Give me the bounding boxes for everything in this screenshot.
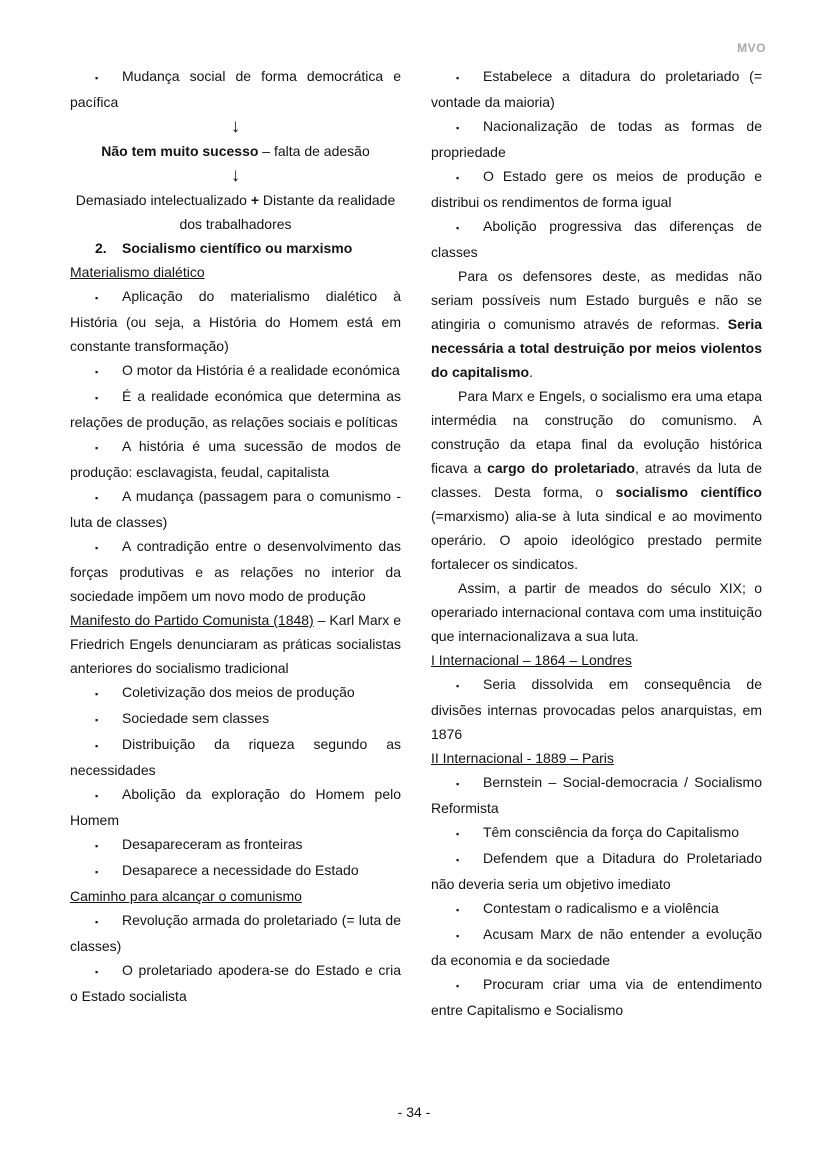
text-segment: Têm consciência da força do Capitalismo: [483, 824, 740, 840]
bullet-item: [70, 680, 401, 706]
text-segment: I Internacional – 1864 – Londres: [431, 652, 632, 668]
header-initials: MVO: [737, 41, 766, 55]
text-segment: Não tem muito sucesso: [101, 143, 259, 159]
text-segment: O proletariado apodera-se do Estado e cria o Estado socialista: [70, 962, 401, 1004]
bullet-item: [70, 908, 401, 958]
bullet-item: [70, 358, 401, 384]
bullet-item: [70, 284, 401, 358]
bullet-item: [70, 706, 401, 732]
centered-note: [70, 139, 401, 163]
text-segment: O Estado gere os meios de produção e distribui os rendimentos de forma igual: [431, 168, 762, 210]
text-segment: É a realidade económica que determina as relações de produção, as relações sociais e políticas: [70, 388, 401, 430]
bullet-item: [431, 64, 762, 114]
bullet-icon: ▪: [456, 829, 460, 839]
paragraph: [431, 384, 762, 576]
bullet-item: [431, 972, 762, 1022]
text-segment: Procuram criar uma via de entendimento entre Capitalismo e Socialismo: [431, 976, 762, 1018]
bullet-icon: ▪: [456, 779, 460, 789]
bullet-item: [70, 64, 401, 114]
text-segment: Defendem que a Ditadura do Proletariado não deveria seria um objetivo imediato: [431, 850, 762, 892]
bullet-item: [431, 214, 762, 264]
text-segment: Seria dissolvida em consequência de divisões internas provocadas pelos anarquistas, em 1876: [431, 676, 762, 742]
bullet-icon: ▪: [456, 981, 460, 991]
text-segment: Sociedade sem classes: [122, 710, 270, 726]
bullet-item: [70, 782, 401, 832]
bullet-item: [70, 832, 401, 858]
section-heading: [70, 236, 401, 260]
text-segment: II Internacional - 1889 – Paris: [431, 750, 614, 766]
text-segment: , através da luta de classes. Desta forma, o: [431, 460, 762, 500]
heading-underlined: [70, 884, 401, 908]
bullet-item: [431, 164, 762, 214]
bullet-item: [70, 958, 401, 1008]
text-segment: Coletivização dos meios de produção: [122, 684, 355, 700]
bullet-icon: ▪: [95, 393, 99, 403]
paragraph: [431, 264, 762, 384]
text-segment: Socialismo científico ou marxismo: [122, 240, 353, 256]
bullet-item: [70, 434, 401, 484]
bullet-icon: ▪: [456, 73, 460, 83]
text-segment: Seria necessária a total destruição por meios violentos do capitalismo: [431, 316, 762, 380]
text-segment: Materialismo dialético: [70, 264, 205, 280]
heading-underlined: [431, 648, 762, 672]
paragraph: [431, 576, 762, 648]
text-segment: Nacionalização de todas as formas de propriedade: [431, 118, 762, 160]
text-segment: Distante da realidade dos trabalhadores: [179, 192, 396, 232]
bullet-icon: ▪: [95, 443, 99, 453]
bullet-icon: ▪: [456, 905, 460, 915]
text-segment: Distribuição da riqueza segundo as necessidades: [70, 736, 401, 778]
text-segment: A mudança (passagem para o comunismo - luta de classes): [70, 488, 401, 530]
text-segment: Caminho para alcançar o comunismo: [70, 888, 302, 904]
text-segment: – falta de adesão: [258, 143, 370, 159]
bullet-icon: ▪: [95, 493, 99, 503]
text-segment: +: [250, 192, 260, 208]
text-segment: Mudança social de forma democrática e pacífica: [70, 68, 401, 110]
page-number: - 34 -: [397, 1104, 431, 1120]
text-segment: O motor da História é a realidade económica: [122, 362, 400, 378]
bullet-item: [70, 484, 401, 534]
column-left: [70, 64, 401, 1022]
text-segment: cargo do proletariado: [487, 460, 635, 476]
text-segment: Contestam o radicalismo e a violência: [483, 900, 719, 916]
text-segment: Desaparece a necessidade do Estado: [122, 862, 359, 878]
bullet-icon: ▪: [95, 841, 99, 851]
bullet-icon: ▪: [456, 123, 460, 133]
column-right: [431, 64, 762, 1022]
bullet-item: [431, 770, 762, 820]
centered-note: [70, 188, 401, 236]
text-segment: Revolução armada do proletariado (= luta de classes): [70, 912, 401, 954]
text-segment: – Karl Marx e Friedrich Engels denunciaram as práticas socialistas anteriores do socialismo tradicional: [70, 612, 401, 676]
bullet-icon: ▪: [95, 543, 99, 553]
text-segment: ↓: [230, 116, 241, 137]
bullet-icon: ▪: [456, 173, 460, 183]
list-number: 2.: [95, 240, 107, 256]
flow-arrow: [70, 163, 401, 188]
text-segment: Para os defensores deste, as medidas não seriam possíveis num Estado burguês e não se atingiria o comunismo através de reformas.: [431, 268, 762, 332]
text-segment: Demasiado intelectualizado: [75, 192, 251, 208]
text-segment: Aplicação do materialismo dialético à História (ou seja, a História do Homem está em constante transformação): [70, 288, 401, 354]
bullet-icon: ▪: [456, 681, 460, 691]
bullet-item: [431, 846, 762, 896]
text-segment: Bernstein – Social-democracia / Socialismo Reformista: [431, 774, 762, 816]
text-segment: Assim, a partir de meados do século XIX; o operariado internacional contava com uma instituição que internacionalizava a sua luta.: [431, 580, 762, 644]
text-segment: .: [529, 364, 533, 380]
bullet-icon: ▪: [95, 867, 99, 877]
text-segment: Manifesto do Partido Comunista (1848): [70, 612, 314, 628]
bullet-item: [431, 672, 762, 746]
bullet-icon: ▪: [95, 715, 99, 725]
bullet-icon: ▪: [456, 223, 460, 233]
bullet-icon: ▪: [95, 367, 99, 377]
text-segment: A história é uma sucessão de modos de produção: esclavagista, feudal, capitalista: [70, 438, 401, 480]
bullet-item: [431, 820, 762, 846]
bullet-item: [70, 534, 401, 608]
text-segment: ↓: [230, 165, 241, 186]
paragraph: [70, 608, 401, 680]
bullet-icon: ▪: [95, 689, 99, 699]
text-segment: socialismo científico: [615, 484, 762, 500]
bullet-icon: ▪: [95, 73, 99, 83]
text-segment: Abolição da exploração do Homem pelo Homem: [70, 786, 401, 828]
text-segment: Acusam Marx de não entender a evolução da economia e da sociedade: [431, 926, 762, 968]
text-segment: (=marxismo) alia-se à luta sindical e ao movimento operário. O apoio ideológico prestado permite fortalecer os sindicatos.: [431, 508, 762, 572]
text-segment: A contradição entre o desenvolvimento das forças produtivas e as relações no interior da sociedade impõem um novo modo de produção: [70, 538, 401, 604]
bullet-item: [431, 922, 762, 972]
text-segment: Abolição progressiva das diferenças de classes: [431, 218, 762, 260]
bullet-item: [70, 732, 401, 782]
heading-underlined: [431, 746, 762, 770]
flow-arrow: [70, 114, 401, 139]
content-columns: [70, 64, 762, 1022]
text-segment: Para Marx e Engels, o socialismo era uma etapa intermédia na construção do comunismo. A construção da etapa final da evolução histórica ficava a: [431, 388, 762, 476]
bullet-item: [431, 896, 762, 922]
bullet-item: [70, 858, 401, 884]
bullet-item: [431, 114, 762, 164]
bullet-icon: ▪: [95, 293, 99, 303]
bullet-icon: ▪: [95, 741, 99, 751]
bullet-item: [70, 384, 401, 434]
text-segment: Estabelece a ditadura do proletariado (= vontade da maioria): [431, 68, 762, 110]
bullet-icon: ▪: [456, 855, 460, 865]
bullet-icon: ▪: [95, 791, 99, 801]
bullet-icon: ▪: [95, 967, 99, 977]
bullet-icon: ▪: [456, 931, 460, 941]
bullet-icon: ▪: [95, 917, 99, 927]
heading-underlined: [70, 260, 401, 284]
text-segment: Desapareceram as fronteiras: [122, 836, 303, 852]
